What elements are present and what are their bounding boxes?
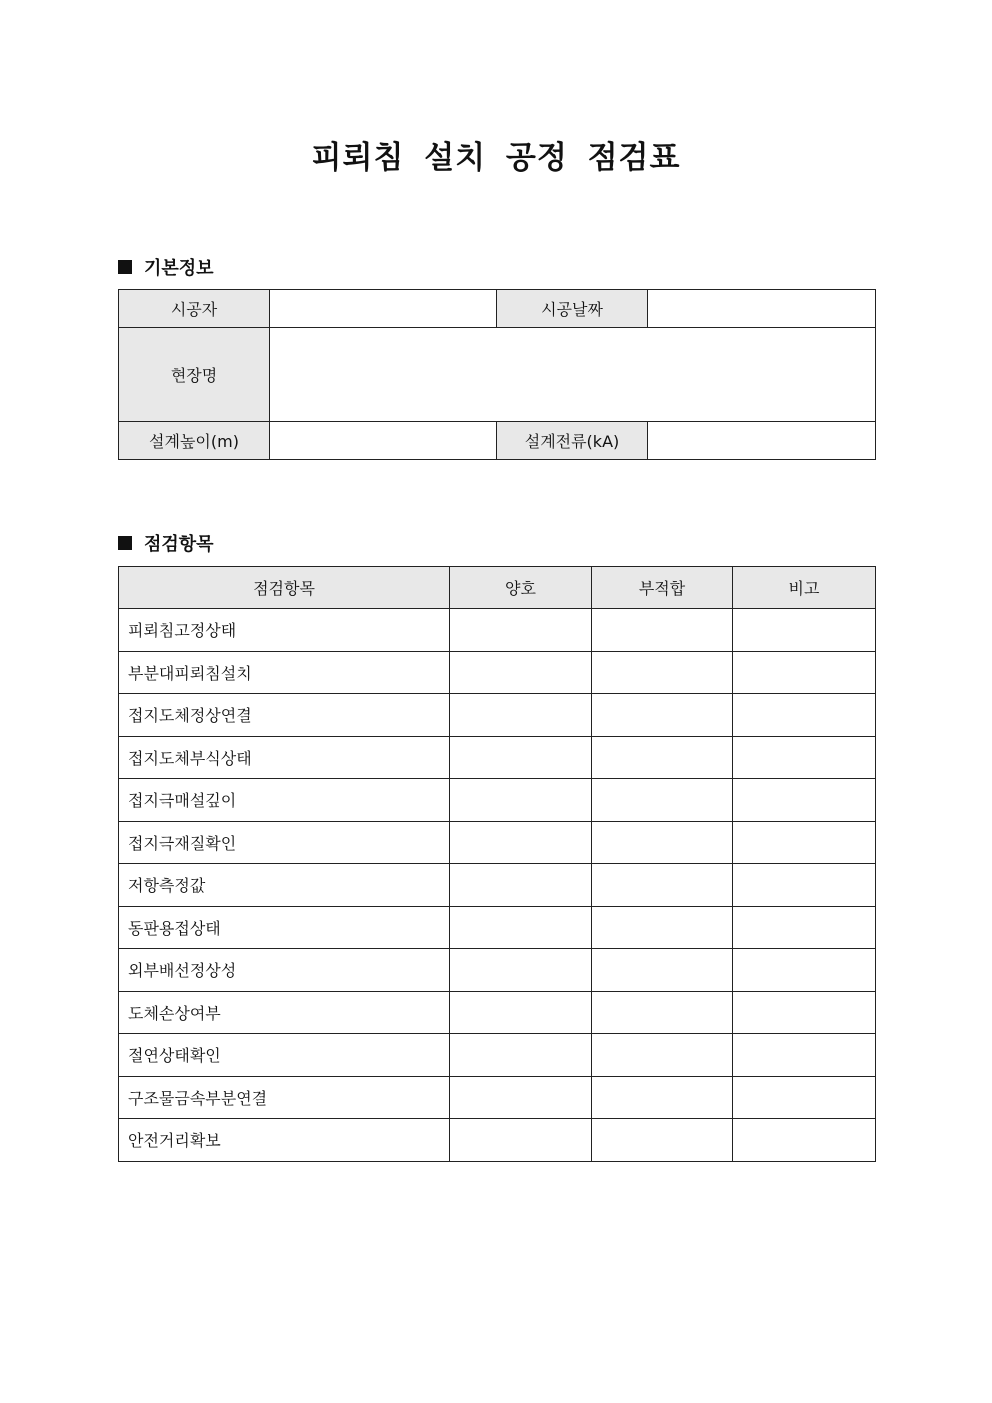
- check-item-label: 피뢰침고정상태: [119, 609, 450, 652]
- remarks-cell[interactable]: [733, 991, 876, 1034]
- good-cell[interactable]: [450, 821, 592, 864]
- remarks-cell[interactable]: [733, 651, 876, 694]
- unsuitable-cell[interactable]: [592, 779, 733, 822]
- good-cell[interactable]: [450, 736, 592, 779]
- square-bullet-icon: [118, 536, 132, 550]
- check-item-label: 외부배선정상성: [119, 949, 450, 992]
- unsuitable-cell[interactable]: [592, 1076, 733, 1119]
- contractor-label: 시공자: [119, 290, 270, 328]
- design-height-field[interactable]: [270, 422, 497, 460]
- remarks-cell[interactable]: [733, 1076, 876, 1119]
- unsuitable-cell[interactable]: [592, 736, 733, 779]
- unsuitable-cell[interactable]: [592, 821, 733, 864]
- design-current-label: 설계전류(kA): [497, 422, 648, 460]
- remarks-cell[interactable]: [733, 736, 876, 779]
- check-item-label: 절연상태확인: [119, 1034, 450, 1077]
- good-cell[interactable]: [450, 1076, 592, 1119]
- good-cell[interactable]: [450, 991, 592, 1034]
- check-item-label: 저항측정값: [119, 864, 450, 907]
- section-basic-info-label: 기본정보: [144, 258, 214, 279]
- header-check-item: 점검항목: [119, 567, 450, 609]
- basic-info-table: [118, 289, 876, 460]
- page-title: 피뢰침 설치 공정 점검표: [311, 140, 681, 176]
- unsuitable-cell[interactable]: [592, 651, 733, 694]
- table-row: [119, 1034, 876, 1077]
- table-row: [119, 991, 876, 1034]
- unsuitable-cell[interactable]: [592, 609, 733, 652]
- remarks-cell[interactable]: [733, 821, 876, 864]
- good-cell[interactable]: [450, 864, 592, 907]
- table-row: [119, 736, 876, 779]
- remarks-cell[interactable]: [733, 1034, 876, 1077]
- good-cell[interactable]: [450, 1119, 592, 1162]
- check-item-label: 접지극매설깊이: [119, 779, 450, 822]
- check-item-label: 접지극재질확인: [119, 821, 450, 864]
- good-cell[interactable]: [450, 609, 592, 652]
- table-row: [119, 1119, 876, 1162]
- good-cell[interactable]: [450, 1034, 592, 1077]
- remarks-cell[interactable]: [733, 1119, 876, 1162]
- table-row: [119, 651, 876, 694]
- good-cell[interactable]: [450, 906, 592, 949]
- table-row: [119, 821, 876, 864]
- check-item-label: 접지도체부식상태: [119, 736, 450, 779]
- check-item-label: 안전거리확보: [119, 1119, 450, 1162]
- remarks-cell[interactable]: [733, 694, 876, 737]
- good-cell[interactable]: [450, 949, 592, 992]
- check-item-label: 접지도체정상연결: [119, 694, 450, 737]
- header-unsuitable: 부적합: [592, 567, 733, 609]
- design-height-label: 설계높이(m): [119, 422, 270, 460]
- unsuitable-cell[interactable]: [592, 1119, 733, 1162]
- section-checklist-heading: [118, 530, 214, 556]
- check-item-label: 동판용접상태: [119, 906, 450, 949]
- section-checklist-label: 점검항목: [144, 534, 214, 555]
- good-cell[interactable]: [450, 694, 592, 737]
- design-current-field[interactable]: [648, 422, 876, 460]
- square-bullet-icon: [118, 260, 132, 274]
- site-name-label: 현장명: [119, 328, 270, 422]
- remarks-cell[interactable]: [733, 779, 876, 822]
- table-row: [119, 779, 876, 822]
- contractor-field[interactable]: [270, 290, 497, 328]
- table-row: [119, 949, 876, 992]
- check-item-label: 부분대피뢰침설치: [119, 651, 450, 694]
- unsuitable-cell[interactable]: [592, 864, 733, 907]
- table-row: [119, 1076, 876, 1119]
- unsuitable-cell[interactable]: [592, 949, 733, 992]
- table-row: [119, 864, 876, 907]
- remarks-cell[interactable]: [733, 906, 876, 949]
- header-remarks: 비고: [733, 567, 876, 609]
- remarks-cell[interactable]: [733, 609, 876, 652]
- unsuitable-cell[interactable]: [592, 1034, 733, 1077]
- table-row: [119, 609, 876, 652]
- check-item-label: 도체손상여부: [119, 991, 450, 1034]
- table-row: [119, 906, 876, 949]
- header-good: 양호: [450, 567, 592, 609]
- check-item-label: 구조물금속부분연결: [119, 1076, 450, 1119]
- good-cell[interactable]: [450, 651, 592, 694]
- construction-date-label: 시공날짜: [497, 290, 648, 328]
- remarks-cell[interactable]: [733, 949, 876, 992]
- table-row: [119, 694, 876, 737]
- construction-date-field[interactable]: [648, 290, 876, 328]
- unsuitable-cell[interactable]: [592, 906, 733, 949]
- checklist-body: [119, 609, 876, 1162]
- good-cell[interactable]: [450, 779, 592, 822]
- remarks-cell[interactable]: [733, 864, 876, 907]
- site-name-field[interactable]: [270, 328, 876, 422]
- section-basic-info-heading: [118, 254, 214, 280]
- unsuitable-cell[interactable]: [592, 694, 733, 737]
- checklist-table: [118, 566, 876, 1162]
- unsuitable-cell[interactable]: [592, 991, 733, 1034]
